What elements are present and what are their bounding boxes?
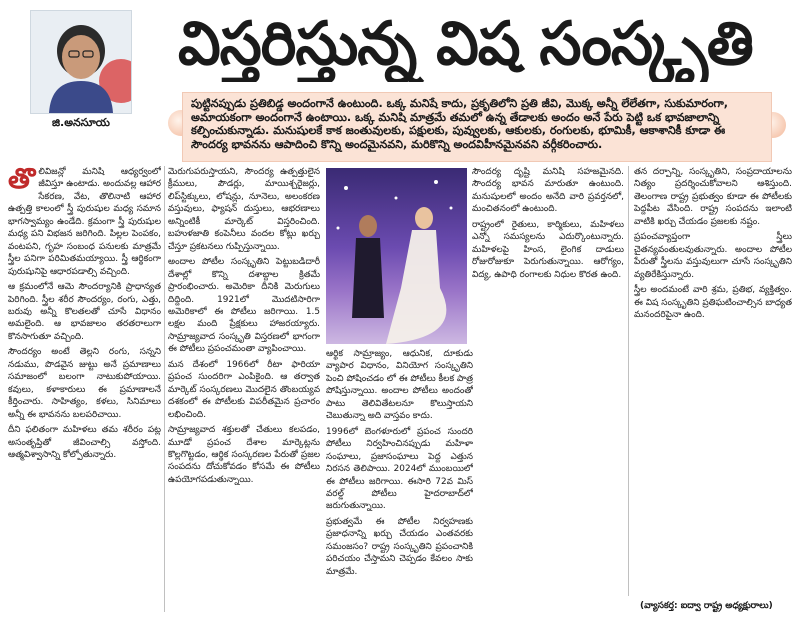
- paragraph: తన దర్పాన్ని, సంస్కృతిని, సంప్రదాయాలను నిత్యం ప్రదర్శించుకోవాలని ఆశిస్తుంది. తెలంగాణ రాష్ట్ర ప్రభుత్వం కూడా ఈ పోటీలకు పెద్దపీట వేసింది. రాష్ట్ర సంపదను ఇలాంటి వాటికి ఖర్చు చేయడం ప్రజలకు నష్టం.: [634, 167, 792, 227]
- column-4: [634, 166, 792, 598]
- paragraph: ఆ క్రమంలోనే ఆమె సౌందర్యానికి ప్రాధాన్యత పెరిగింది. స్త్రీల శరీర సౌందర్యం, రంగు, ఎత్తు, బరువు అన్నీ కొలతలతో చూసే విధానం అమలైంది. ఆ భావజాలం తరతరాలుగా కొనసాగుతూ వచ్చింది.: [8, 282, 161, 342]
- pageant-contestants-icon: [326, 168, 467, 344]
- paragraph: ఆర్థిక సామ్రాజ్యం, ఆధునిక, దూకుడు వ్యాపార విధానం, వినియోగ సంస్కృతిని పెంచి పోషించడం లో ఈ పోటీలు కీలక పాత్ర పోషిస్తున్నాయి. అందాల పోటీలు అందంతో పాటు తెలివితేటలనూ కొలుస్తాయని చెబుతున్నా అది వాస్తవం కాదు.: [326, 349, 473, 422]
- column-3-upper: [472, 166, 624, 612]
- drop-cap: తొ: [8, 166, 36, 195]
- column-divider: [164, 166, 165, 612]
- paragraph: ప్రభుత్వమే ఈ పోటీల నిర్వహణకు ప్రజాధనాన్ని ఖర్చు చేయడం ఎంతవరకు సమంజసం? రాష్ట్ర సంస్కృతిని ప్రపంచానికి పరిచయం చేస్తామని చెప్పడం కేవలం సాకు మాత్రమే.: [326, 516, 473, 577]
- pageant-photo: [326, 168, 467, 344]
- paragraph: 1996లో బెంగళూరులో ప్రపంచ సుందరి పోటీలు నిర్వహించినప్పుడు మహిళా సంఘాలు, ప్రజాసంఘాలు పెద్ద ఎత్తున నిరసన తెలిపాయి. 2024లో ముంబయిలో ఈ పోటీలు జరిగాయి. ఈసారి 72వ మిస్ వరల్డ్ పోటీలు హైదరాబాద్‌లో జరుగుతున్నాయి.: [326, 426, 473, 512]
- author-name: జి.అనసూయ: [52, 116, 110, 129]
- paragraph: సౌందర్యం అంటే తెల్లని రంగు, సన్నని నడుము, పొడవైన జుట్టు అనే ప్రమాణాలు సమాజంలో బలంగా నాటుకుపోయాయి. కవులు, కళాకారులు ఈ ప్రమాణాలనే కీర్తించారు. సాహిత్యం, కళలు, సినిమాలు అన్నీ ఈ భావనను బలపరిచాయి.: [8, 347, 161, 420]
- column-1: [8, 166, 161, 612]
- paragraph: ప్రపంచవ్యాప్తంగా స్త్రీలు చైతన్యవంతులవుతున్నారు. అందాల పోటీల పేరుతో స్త్రీలను వస్తువులుగా చూసే సంస్కృతిని వ్యతిరేకిస్తున్నారు.: [634, 232, 792, 280]
- paragraph: లివిజన్లో మనిషి ఆధ్యర్వంలో జీవిస్తూ ఉంటాడు. అందువల్ల ఆహార సేకరణ, వేట, తొలినాటి ఆహార ఉత్పత్తి కాలంలో స్త్రీ పురుషుల మధ్య సమాన భాగస్వామ్యం ఉండేది. క్రమంగా స్త్రీ పురుషుల మధ్య పని విభజన జరిగింది. పిల్లల పెంపకం, వంటపని, గృహ సంబంధ పనులకు మాత్రమే స్త్రీల పనిగా పరిమితమయ్యాయి. స్త్రీ ఆర్థికంగా పురుషునిపై ఆధారపడాల్సి వచ్చింది.: [8, 167, 161, 277]
- paragraph: మెరుగుపరుస్తాయని, సౌందర్య ఉత్పత్తులైన క్రీములు, పౌడర్లు, మాయిశ్చరైజర్లు, లిప్‌స్టిక్కులు, లోషన్లు, నూనెలు, అలంకరణ వస్తువులు, ఫ్యాషన్ దుస్తులు, ఆభరణాలు అన్నింటికీ మార్కెట్ విస్తరించింది. బహుళజాతి కంపెనీలు వందల కోట్లు ఖర్చు చేస్తూ ప్రకటనలు గుప్పిస్తున్నాయి.: [168, 167, 320, 252]
- intro-box: పుట్టినప్పుడు ప్రతిబిడ్డ అందంగానే ఉంటుంది. ఒక్క మనిషే కాదు, ప్రకృతిలోని ప్రతి జీవి, మొక్క అన్నీ లేలేతగా, సుకుమారంగా, అమాయకంగా అందంగానే ఉంటాయి. ఒక్క మనిషి మాత్రమే తమలో ఉన్న తేడాలకు అందం అనే పేరు పెట్టి ఒక భావజాలాన్ని కల్పించుకున్నాడు. మనుషులకే కాక జంతువులకు, పక్షులకు, పువ్వులకు, ఆకులకు, రంగులకు, భూమికీ, ఆకాశానికీ కూడా ఈ సౌందర్య భావనను ఆపాదించి కొన్ని అందమైనవని, మరికొన్ని అందవిహీనమైనవని వర్గీకరించారు.: [182, 92, 772, 162]
- paragraph: సౌందర్య దృష్టి మనిషి సహజమైనది. సౌందర్య భావన మారుతూ ఉంటుంది. మనుషులలో అందం అనేది వారి ప్రవర్తనలో, మంచితనంలో ఉంటుంది.: [472, 167, 624, 215]
- paragraph: అందాల పోటీల సంస్కృతిని పెట్టుబడిదారీ దేశాల్లో కొన్ని దశాబ్దాల క్రితమే ప్రారంభించారు. అమెరికా దీనికి మెరుగులు దిద్దింది. 1921లో మొదటిసారిగా అమెరికాలో ఈ పోటీలు జరిగాయి. 1.5 లక్షల మంది ప్రేక్షకులు హాజరయ్యారు. సామ్రాజ్యవాద సంస్కృతి విస్తరణలో భాగంగా ఈ పోటీలు ప్రపంచమంతా వ్యాపించాయి.: [168, 257, 320, 355]
- author-portrait-icon: [31, 11, 131, 113]
- author-credit: (వ్యాసకర్త: ఐద్వా రాష్ట్ర అధ్యక్షురాలు): [640, 601, 773, 611]
- paragraph: రాష్ట్రంలో రైతులు, కార్మికులు, మహిళలు ఎన్నో సమస్యలను ఎదుర్కొంటున్నారు. మహిళలపై హింస, లైంగిక దాడులు రోజురోజుకూ పెరుగుతున్నాయి. ఆరోగ్యం, విద్య, ఉపాధి రంగాలకు నిధుల కొరత ఉంది.: [472, 219, 624, 280]
- paragraph: సామ్రాజ్యవాద శక్తులతో చేతులు కలపడం, మూడో ప్రపంచ దేశాల మార్కెట్లను కొల్లగొట్టడం, ఆర్థిక సంస్కరణల పేరుతో ప్రజల సంపదను దోచుకోవడం కోసమే ఈ పోటీలు ఉపయోగపడుతున్నాయి.: [168, 425, 320, 485]
- column-3: [326, 348, 473, 612]
- column-divider: [628, 166, 629, 596]
- column-2: [168, 166, 320, 612]
- headline: విస్తరిస్తున్న విష సంస్కృతి: [178, 9, 753, 79]
- paragraph: స్త్రీల అందమంటే వారి శ్రమ, ప్రతిభ, వ్యక్తిత్వం. ఈ విష సంస్కృతిని ప్రతిఘటించాల్సిన బాధ్యత మనందరిపైనా ఉంది.: [634, 285, 792, 320]
- paragraph: మన దేశంలో 1966లో రీటా ఫారియా ప్రపంచ సుందరిగా ఎంపికైంది. ఆ తర్వాత మార్కెట్ సంస్కరణలు మొదలైన తొంబయ్యవ దశకంలో ఈ పోటీలకు విపరీతమైన ప్రచారం లభించింది.: [168, 359, 320, 420]
- paragraph: దీని ఫలితంగా మహిళలు తమ శరీరం పట్ల అసంతృప్తితో జీవించాల్సి వస్తోంది. ఆత్మవిశ్వాసాన్ని కోల్పోతున్నారు.: [8, 425, 161, 460]
- author-photo: [30, 10, 132, 114]
